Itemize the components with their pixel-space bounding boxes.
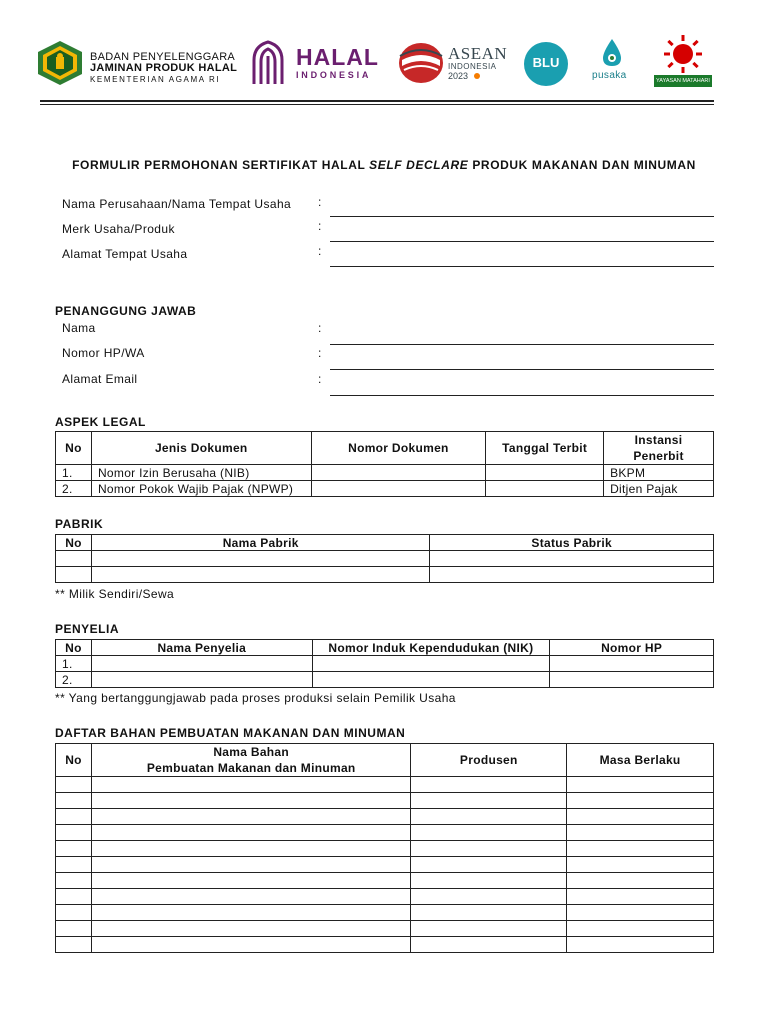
- header-logos: [0, 0, 768, 110]
- supervisor-col-no: No: [56, 640, 92, 656]
- materials-validity-cell[interactable]: [567, 809, 714, 825]
- materials-heading: DAFTAR BAHAN PEMBUATAN MAKANAN DAN MINUMAN: [55, 726, 406, 740]
- factory-name-cell[interactable]: [91, 567, 429, 583]
- supervisor-table: [55, 639, 714, 688]
- pic-name-label: Nama: [62, 321, 96, 335]
- title-part-1: FORMULIR PERMOHONAN SERTIFIKAT HALAL: [72, 158, 366, 172]
- materials-name-cell[interactable]: [91, 841, 410, 857]
- materials-validity-cell[interactable]: [567, 841, 714, 857]
- materials-no-cell: [56, 841, 92, 857]
- pic-email-label: Alamat Email: [62, 372, 138, 386]
- table-row: [56, 873, 714, 889]
- factory-col-name: Nama Pabrik: [91, 535, 429, 551]
- materials-col-name-line1: Nama Bahan: [213, 745, 290, 759]
- materials-name-cell[interactable]: [91, 921, 410, 937]
- supervisor-row-no: 2.: [56, 672, 92, 688]
- materials-validity-cell[interactable]: [567, 921, 714, 937]
- materials-validity-cell[interactable]: [567, 889, 714, 905]
- asean-title: ASEAN: [448, 44, 508, 63]
- legal-row-document-type: Nomor Izin Berusaha (NIB): [91, 465, 311, 481]
- legal-row-no: 1.: [56, 465, 92, 481]
- legal-row-document-number[interactable]: [311, 481, 486, 497]
- supervisor-header-row: [56, 640, 714, 656]
- materials-validity-cell[interactable]: [567, 825, 714, 841]
- title-italic: SELF DECLARE: [369, 158, 469, 172]
- materials-producer-cell[interactable]: [411, 857, 567, 873]
- supervisor-col-nik: Nomor Induk Kependudukan (NIK): [312, 640, 550, 656]
- factory-status-cell[interactable]: [430, 567, 714, 583]
- legal-row-issue-date[interactable]: [486, 465, 604, 481]
- materials-name-cell[interactable]: [91, 873, 410, 889]
- materials-producer-cell[interactable]: [411, 921, 567, 937]
- legal-header-row: [56, 432, 714, 465]
- materials-validity-cell[interactable]: [567, 793, 714, 809]
- halal-word: HALAL: [296, 44, 379, 70]
- agency-line-2: JAMINAN PRODUK HALAL: [90, 62, 238, 74]
- materials-no-cell: [56, 889, 92, 905]
- pic-heading: PENANGGUNG JAWAB: [55, 304, 197, 318]
- factory-status-cell[interactable]: [430, 551, 714, 567]
- header-rule-thick: [40, 100, 714, 102]
- supervisor-note: ** Yang bertanggungjawab pada proses produksi selain Pemilik Usaha: [55, 691, 456, 705]
- factory-note: ** Milik Sendiri/Sewa: [55, 587, 175, 601]
- materials-producer-cell[interactable]: [411, 889, 567, 905]
- factory-table: [55, 534, 714, 583]
- legal-col-no: No: [56, 432, 92, 465]
- materials-no-cell: [56, 777, 92, 793]
- table-row: [56, 465, 714, 481]
- supervisor-phone-cell[interactable]: [550, 672, 714, 688]
- materials-header-row: [56, 744, 714, 777]
- agency-line-3: KEMENTERIAN AGAMA RI: [90, 75, 221, 84]
- pusaka-text: pusaka: [592, 70, 627, 81]
- materials-producer-cell[interactable]: [411, 809, 567, 825]
- asean-dot-icon: [474, 73, 480, 79]
- agency-name: [90, 52, 237, 85]
- materials-validity-cell[interactable]: [567, 937, 714, 953]
- materials-producer-cell[interactable]: [411, 793, 567, 809]
- factory-heading: PABRIK: [55, 517, 104, 531]
- legal-col-document-type: Jenis Dokumen: [91, 432, 311, 465]
- brand-field[interactable]: [330, 241, 714, 242]
- title-part-2: PRODUK MAKANAN DAN MINUMAN: [472, 158, 696, 172]
- legal-row-issue-date[interactable]: [486, 481, 604, 497]
- materials-name-cell[interactable]: [91, 905, 410, 921]
- materials-col-no: No: [56, 744, 92, 777]
- materials-producer-cell[interactable]: [411, 873, 567, 889]
- materials-no-cell: [56, 921, 92, 937]
- legal-col-issue-date: Tanggal Terbit: [486, 432, 604, 465]
- pusaka-logo: [600, 38, 624, 68]
- legal-col-document-number: Nomor Dokumen: [311, 432, 486, 465]
- table-row: [56, 672, 714, 688]
- table-row: [56, 937, 714, 953]
- legal-row-no: 2.: [56, 481, 92, 497]
- supervisor-heading: PENYELIA: [55, 622, 120, 636]
- blu-text: BLU: [532, 55, 560, 70]
- company-name-label: Nama Perusahaan/Nama Tempat Usaha: [62, 197, 292, 211]
- materials-no-cell: [56, 905, 92, 921]
- materials-validity-cell[interactable]: [567, 857, 714, 873]
- halal-sub: INDONESIA: [296, 70, 372, 80]
- supervisor-name-cell[interactable]: [91, 656, 312, 672]
- materials-col-name-line2: Pembuatan Makanan dan Minuman: [146, 761, 356, 775]
- table-row: [56, 841, 714, 857]
- table-row: [56, 889, 714, 905]
- company-name-field[interactable]: [330, 216, 714, 217]
- factory-header-row: [56, 535, 714, 551]
- materials-no-cell: [56, 937, 92, 953]
- materials-name-cell[interactable]: [91, 809, 410, 825]
- pic-email-field[interactable]: [330, 395, 714, 396]
- agency-line-1: BADAN PENYELENGGARA: [90, 51, 236, 63]
- yayasan-matahari-logo: [652, 33, 714, 87]
- address-field[interactable]: [330, 266, 714, 267]
- table-row: [56, 481, 714, 497]
- supervisor-col-phone: Nomor HP: [550, 640, 714, 656]
- legal-row-document-number[interactable]: [311, 465, 486, 481]
- materials-no-cell: [56, 793, 92, 809]
- form-title: [0, 158, 768, 172]
- header-rule-thin: [40, 104, 714, 105]
- table-row: [56, 921, 714, 937]
- colon: :: [318, 346, 322, 360]
- matahari-text: YAYASAN MATAHARI: [654, 75, 712, 87]
- colon: :: [318, 372, 322, 386]
- materials-validity-cell[interactable]: [567, 777, 714, 793]
- supervisor-nik-cell[interactable]: [312, 656, 550, 672]
- colon: :: [318, 195, 322, 209]
- table-row: [56, 857, 714, 873]
- factory-col-status: Status Pabrik: [430, 535, 714, 551]
- supervisor-row-no: 1.: [56, 656, 92, 672]
- table-row: [56, 825, 714, 841]
- materials-no-cell: [56, 825, 92, 841]
- materials-producer-cell[interactable]: [411, 905, 567, 921]
- factory-col-no: No: [56, 535, 92, 551]
- colon: :: [318, 219, 322, 233]
- table-row: [56, 905, 714, 921]
- materials-producer-cell[interactable]: [411, 777, 567, 793]
- legal-row-document-type: Nomor Pokok Wajib Pajak (NPWP): [91, 481, 311, 497]
- legal-row-issuer: BKPM: [604, 465, 714, 481]
- kemenag-logo: [36, 40, 84, 86]
- materials-producer-cell[interactable]: [411, 825, 567, 841]
- materials-col-producer: Produsen: [411, 744, 567, 777]
- colon: :: [318, 244, 322, 258]
- materials-validity-cell[interactable]: [567, 905, 714, 921]
- table-row: [56, 777, 714, 793]
- asean-sub: INDONESIA: [448, 62, 497, 71]
- materials-name-cell[interactable]: [91, 825, 410, 841]
- supervisor-name-cell[interactable]: [91, 672, 312, 688]
- materials-name-cell[interactable]: [91, 889, 410, 905]
- factory-name-cell[interactable]: [91, 551, 429, 567]
- table-row: [56, 793, 714, 809]
- colon: :: [318, 321, 322, 335]
- materials-name-cell[interactable]: [91, 937, 410, 953]
- pic-name-field[interactable]: [330, 344, 714, 345]
- asean-logo: [398, 42, 444, 84]
- table-row: [56, 551, 714, 567]
- brand-label: Merk Usaha/Produk: [62, 222, 175, 236]
- pic-phone-field[interactable]: [330, 369, 714, 370]
- materials-col-name: [91, 744, 410, 777]
- legal-heading: ASPEK LEGAL: [55, 415, 146, 429]
- materials-table: [55, 743, 714, 953]
- materials-producer-cell[interactable]: [411, 937, 567, 953]
- materials-col-validity: Masa Berlaku: [567, 744, 714, 777]
- materials-no-cell: [56, 873, 92, 889]
- materials-validity-cell[interactable]: [567, 873, 714, 889]
- legal-table: [55, 431, 714, 497]
- materials-producer-cell[interactable]: [411, 841, 567, 857]
- legal-col-issuer: Instansi Penerbit: [604, 432, 714, 465]
- table-row: [56, 656, 714, 672]
- materials-no-cell: [56, 809, 92, 825]
- halal-indonesia-logo: [248, 40, 288, 88]
- materials-name-cell[interactable]: [91, 857, 410, 873]
- address-label: Alamat Tempat Usaha: [62, 247, 188, 261]
- supervisor-phone-cell[interactable]: [550, 656, 714, 672]
- table-row: [56, 567, 714, 583]
- table-row: [56, 809, 714, 825]
- materials-name-cell[interactable]: [91, 793, 410, 809]
- materials-name-cell[interactable]: [91, 777, 410, 793]
- supervisor-col-name: Nama Penyelia: [91, 640, 312, 656]
- blu-logo: [524, 42, 568, 86]
- supervisor-nik-cell[interactable]: [312, 672, 550, 688]
- legal-row-issuer: Ditjen Pajak: [604, 481, 714, 497]
- asean-year: 2023: [448, 71, 469, 81]
- materials-no-cell: [56, 857, 92, 873]
- pic-phone-label: Nomor HP/WA: [62, 346, 145, 360]
